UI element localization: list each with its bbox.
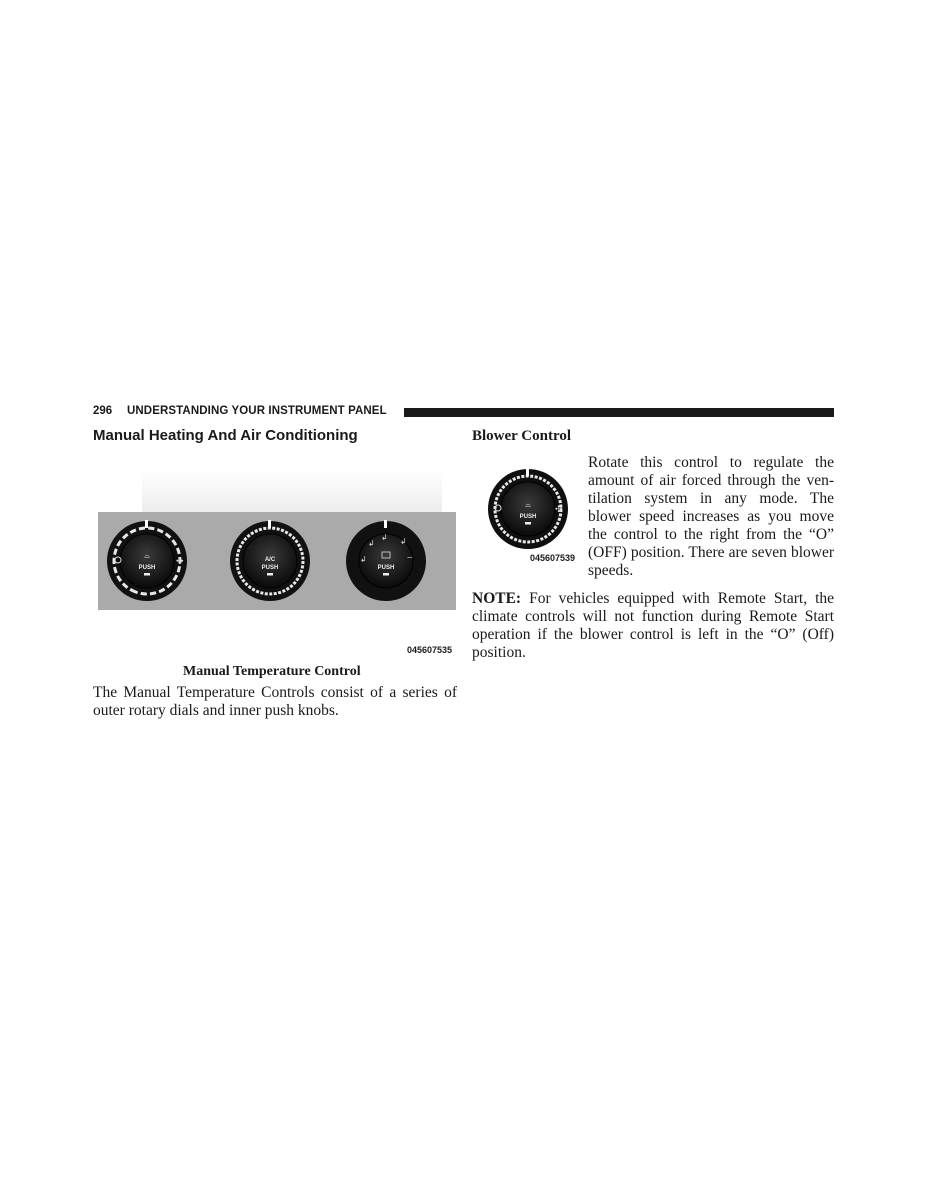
svg-text:PUSH: PUSH: [377, 565, 395, 571]
text-line: position.: [472, 644, 526, 661]
heading-blower-control: Blower Control: [472, 428, 572, 444]
svg-text:↲: ↲: [381, 533, 388, 542]
svg-text:↲: ↲: [360, 555, 367, 564]
control-panel-image: [98, 512, 456, 610]
figure-background: [142, 470, 442, 512]
text-line: (OFF) position. There are seven blower: [588, 544, 834, 561]
page-header: [93, 404, 834, 420]
blower-dial-image: [487, 465, 579, 562]
svg-text:↲: ↲: [368, 539, 375, 548]
dial-mode: [346, 520, 426, 601]
blower-dial-illustration: [487, 465, 579, 557]
dial-temperature: [230, 520, 310, 601]
dial-blower: [105, 519, 190, 604]
svg-text:⌓: ⌓: [525, 501, 531, 509]
page-number: 296: [93, 405, 113, 417]
text-line: operation if the blower control is left in the “O” (Off): [472, 626, 834, 643]
text-line: amount of air forced through the ven-: [588, 472, 834, 489]
figure-code: 045607535: [407, 645, 453, 655]
figure-caption: Manual Temperature Control: [183, 664, 361, 679]
paragraph-blower: [588, 454, 834, 580]
blower-figure-code: 045607539: [530, 553, 576, 563]
text-line: the control to the right from the “O”: [588, 526, 834, 543]
text-line: blower speed increases as you move: [588, 508, 834, 525]
svg-text:PUSH: PUSH: [261, 565, 279, 571]
svg-text:PUSH: PUSH: [138, 565, 156, 571]
paragraph-temperature-controls: [93, 684, 457, 720]
temperature-controls-illustration: [98, 512, 456, 610]
text-line: climate controls will not function during Remote Start: [472, 608, 834, 625]
text-line: [472, 590, 834, 608]
text-line: speeds.: [588, 562, 634, 579]
svg-text:✣: ✣: [176, 557, 184, 567]
note-paragraph: [472, 590, 834, 662]
heading-manual-heating: Manual Heating And Air Conditioning: [93, 427, 358, 444]
text-line: outer rotary dials and inner push knobs.: [93, 702, 339, 719]
svg-text:A/C: A/C: [264, 557, 276, 563]
text-line: Rotate this control to regulate the: [588, 454, 834, 471]
svg-text:↲: ↲: [400, 537, 407, 546]
svg-text:⌔: ⌔: [406, 555, 414, 564]
note-text: For vehicles equipped with Remote Start, the: [521, 590, 834, 607]
text-line: The Manual Temperature Controls consist of a series of: [93, 684, 457, 701]
header-rule: [404, 408, 834, 417]
dial-push-label: PUSH: [519, 514, 537, 520]
section-title: UNDERSTANDING YOUR INSTRUMENT PANEL: [127, 405, 387, 417]
note-label: NOTE:: [472, 590, 522, 607]
svg-text:✣: ✣: [555, 505, 563, 515]
svg-text:⌓: ⌓: [144, 552, 150, 560]
text-line: tilation system in any mode. The: [588, 490, 834, 507]
